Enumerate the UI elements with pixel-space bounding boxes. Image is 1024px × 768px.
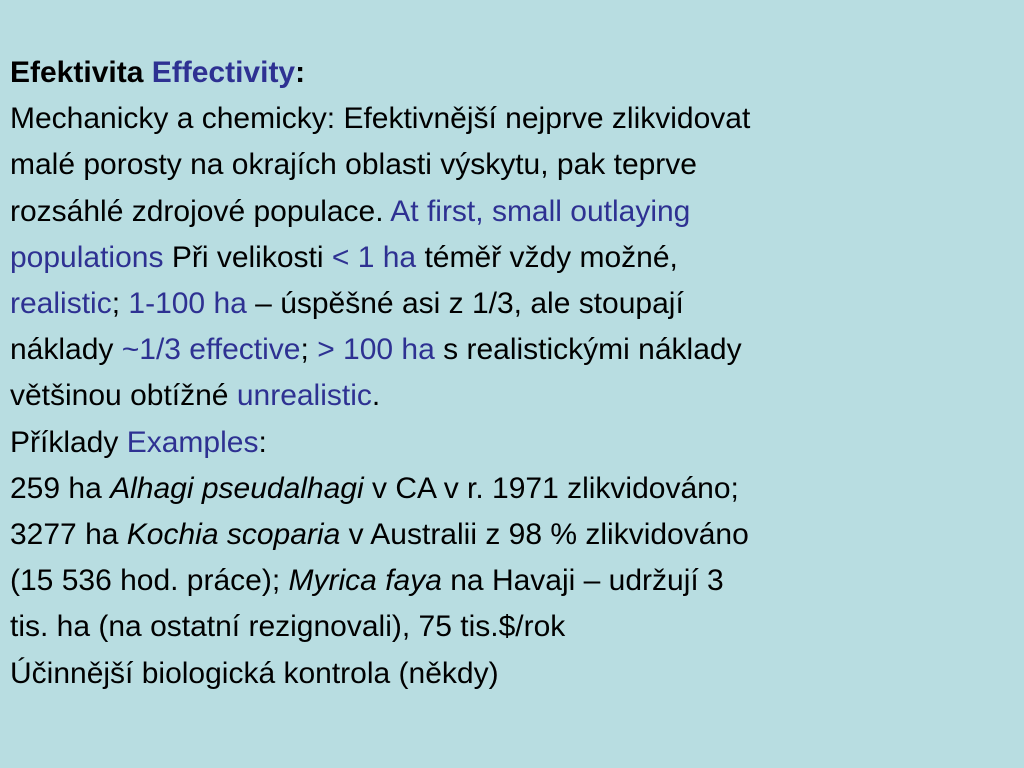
- example-line-2: [10, 512, 1014, 558]
- english-text: realistic: [10, 287, 112, 321]
- text: náklady: [10, 333, 114, 367]
- text: – úspěšné asi z 1/3, ale stoupají: [255, 287, 684, 321]
- text: ;: [111, 287, 121, 321]
- example-line-3: [10, 558, 1014, 604]
- text: (15 536 hod. práce);: [10, 564, 281, 598]
- species-name: Myrica faya: [288, 564, 442, 598]
- text: malé porosty na okrajích oblasti výskytu, pak teprve: [10, 148, 697, 182]
- text-line-7: [10, 373, 1014, 419]
- examples-cz: Příklady: [10, 425, 119, 459]
- english-text: populations: [10, 240, 164, 274]
- english-text: < 1 ha: [331, 240, 417, 274]
- text-line-1: [10, 96, 1014, 142]
- text: rozsáhlé zdrojové populace.: [10, 194, 384, 228]
- text-line-6: [10, 327, 1014, 373]
- text: s realistickými náklady: [443, 333, 742, 367]
- english-text: ~1/3 effective: [121, 333, 301, 367]
- text: 3277 ha: [10, 518, 119, 552]
- text: v Australii z 98 % zlikvidováno: [348, 518, 749, 552]
- heading-colon: :: [295, 56, 306, 89]
- text: Mechanicky a chemicky: Efektivnější nejprve zlikvidovat: [10, 102, 751, 136]
- heading-en: Effectivity: [151, 56, 296, 89]
- species-name: Kochia scoparia: [126, 518, 341, 552]
- english-text: > 100 ha: [317, 333, 435, 367]
- text-line-4: [10, 235, 1014, 281]
- species-name: Alhagi pseudalhagi: [110, 471, 364, 505]
- text-line-5: [10, 281, 1014, 327]
- text-line-3: [10, 189, 1014, 235]
- text: téměř vždy možné,: [424, 240, 678, 274]
- text: většinou obtížné: [10, 379, 229, 413]
- text: ;: [300, 333, 309, 367]
- text: Účinnější biologická kontrola (někdy): [10, 656, 499, 690]
- text: 259 ha: [10, 471, 102, 505]
- text: Při velikosti: [171, 240, 324, 274]
- text: v CA v r. 1971 zlikvidováno;: [372, 471, 739, 505]
- english-text: At first, small outlaying: [390, 194, 691, 228]
- text: na Havaji – udržují 3: [450, 564, 724, 598]
- english-text: unrealistic: [236, 379, 372, 413]
- text-line-2: [10, 142, 1014, 188]
- heading-line: [10, 50, 1014, 96]
- examples-en: Examples: [126, 425, 259, 459]
- last-line: [10, 651, 1014, 697]
- example-line-4: [10, 604, 1014, 650]
- examples-colon: :: [258, 425, 267, 459]
- heading-cz: Efektivita: [10, 56, 144, 89]
- slide-text-block: [10, 50, 1014, 697]
- text: tis. ha (na ostatní rezignovali), 75 tis.$/rok: [10, 610, 566, 644]
- text: .: [371, 379, 381, 413]
- examples-heading-line: [10, 420, 1014, 466]
- example-line-1: [10, 466, 1014, 512]
- english-text: 1-100 ha: [128, 287, 247, 321]
